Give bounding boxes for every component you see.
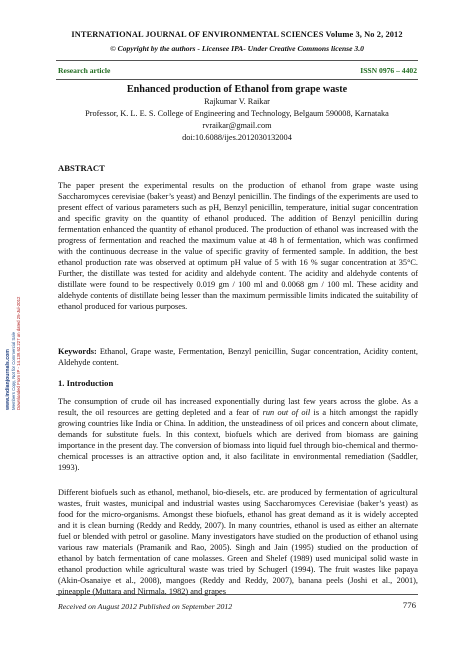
download-watermark [6,260,36,410]
introduction-heading: 1. Introduction [58,378,114,388]
article-meta-row [58,66,417,78]
meta-rule [56,79,418,80]
watermark-site[interactable]: www.indianjournals.com [5,349,11,410]
header-rule [56,60,418,61]
intro-p1-text-a: The consumption of crude oil has increased exponentially during last few years across the globe. As a result, the oil resources are getting depleted and a fear of [58,397,418,417]
abstract-text: The paper present the experimental results on the production of ethanol from grape waste using Saccharomyces cerevisiae (baker’s yeast) and Benzyl penicillin. The findings of the experiments are used to present effect of various parameters such as pH, Benzyl penicillin, temperature, initial sugar concentration and specific gravity on the quantity of ethanol produced. The addition of Benzyl penicillin during fermentation enhanced the quantity of ethanol produced. The production of ethanol was increased with the progress of fermentation and reached the maximum value at 48 h of fermentation, which was confirmed with the continuous decrease in the value of specific gravity of fermented sample. In addition, the best ethanol production rate was observed at optimum pH value of 5 with 16 % sugar concentration at 35°C. Further, the distillate was tested for acidity and aldehyde content. The acidity and aldehyde contents of distillate were found to be respectively 0.019 gm / 100 ml and 0.0068 gm / 100 ml. These acidity and aldehyde contents of distillate being lesser than the maximum permissible limits indicated the suitability of ethanol produced for various purposes. [58,181,418,311]
footer-rule [56,594,418,595]
intro-p1-emphasis: run out of oil [262,408,311,417]
author-name: Rajkumar V. Raikar [204,97,270,106]
intro-p1-text-b: is a hitch amongst the rapidly growing countries like India or China. In addition, the unsteadiness of oil prices and concern about climate, demands for substitute fuels. In this context, biofuels which are derived from biomass are gaining importance in the present day. The conversion of biomass into liquid fuel through bio-chemical and thermo-chemical processes is an attractive option and, it also facilitate in environmental remediation (Saddler, 1993). [58,408,418,472]
watermark-members: Members Copy, Not for Commercial Sale [11,331,17,410]
intro-paragraph-2: Different biofuels such as ethanol, methanol, bio-diesels, etc. are produced by fermentation of agricultural wastes, fruit wastes, municipal and industrial wastes using Saccharomyces Cerevisiae (baker’s yeast) as food for the micro-organisms. Amongst these biofuels, ethanol has great demand as it is widely accepted and it is clean burning (Reddy and Reddy, 2007). In many countries, ethanol is used as either an alternate fuel or blended with petrol or gasoline. Many investigators have studied on the production of ethanol using various raw materials (Pramanik and Rao, 2005). Singh and Jain (1995) studied on the production of ethanol by batch fermentation of cane molasses. Green and Shelef (1989) used municipal solid waste in ethanol production while agricultural waste was tried by Schugerl (1994). The fruit wastes like papaya (Akin-Osanaiye et al., 2008), mangoes (Reddy and Reddy, 2007), banana peels (Joshi et al., 2001), pineapple (Muttara and Nirmala, 1982) and grapes [58,488,418,596]
watermark-download: Downloaded From IP - 14.139.62.227 on dated 25-Jul-2012 [16,296,22,410]
journal-header: INTERNATIONAL JOURNAL OF ENVIRONMENTAL SCIENCES Volume 3, No 2, 2012 [71,30,403,39]
received-published: Received on August 2012 Published on September 2012 [58,602,233,611]
paper-doi[interactable]: doi:10.6088/ijes.2012030132004 [182,133,292,142]
author-affiliation: Professor, K. L. E. S. College of Engineering and Technology, Belgaum 590008, Karnataka [85,109,389,118]
abstract-heading: ABSTRACT [58,163,105,173]
paper-title: Enhanced production of Ethanol from grape waste [126,84,348,95]
page-number: 776 [402,600,416,610]
intro-paragraph-1 [58,396,418,473]
copyright-line: © Copyright by the authors - Licensee IPA- Under Creative Commons license 3.0 [110,44,364,53]
article-type: Research article [58,66,111,75]
author-email[interactable]: rvraikar@gmail.com [202,121,272,130]
keywords-text: Ethanol, Grape waste, Fermentation, Benzyl penicillin, Sugar concentration, Acidity content, Aldehyde content. [58,347,418,367]
keywords-label: Keywords: [58,347,97,356]
keywords [58,346,418,368]
issn: ISSN 0976 – 4402 [360,66,417,75]
